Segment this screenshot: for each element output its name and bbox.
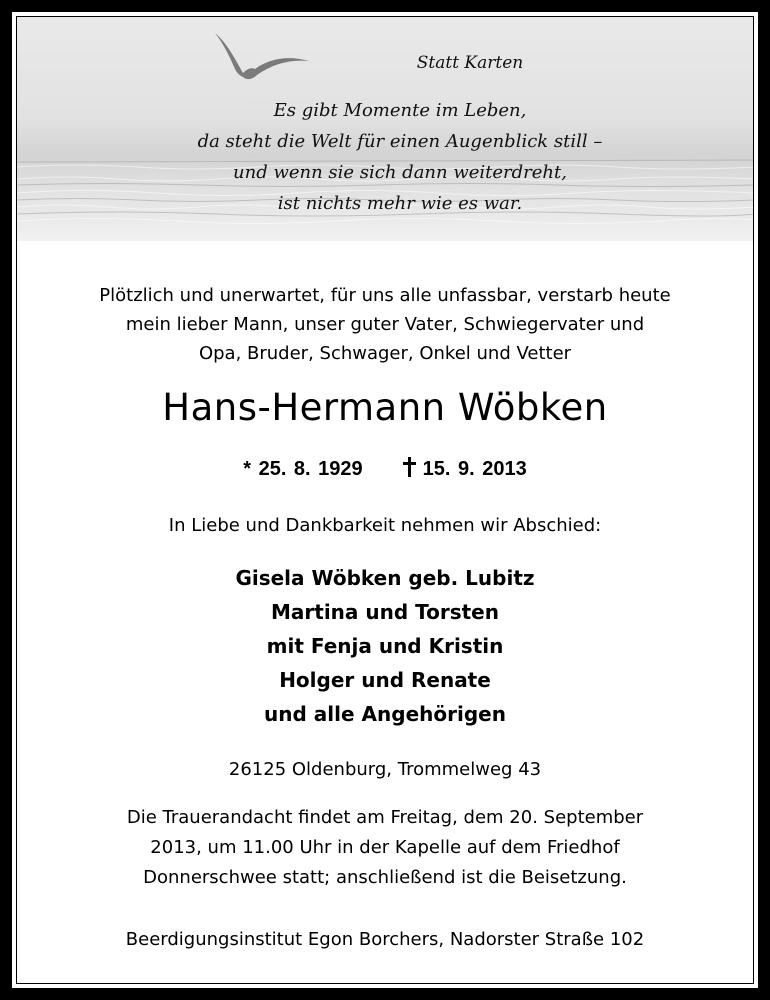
service-line: 2013, um 11.00 Uhr in der Kapelle auf dem Friedhof (150, 837, 620, 858)
header-banner (17, 17, 753, 241)
poem-line: ist nichts mehr wie es war. (277, 193, 523, 214)
poem (17, 95, 753, 219)
birth-date: * 25. 8. 1929 (243, 458, 363, 480)
poem-line: da steht die Welt für einen Augenblick still – (197, 131, 603, 152)
deceased-name: Hans-Hermann Wöbken (162, 386, 608, 429)
mourner-name: Martina und Torsten (271, 600, 499, 624)
intro-line: mein lieber Mann, unser guter Vater, Schwiegervater und (125, 314, 645, 335)
service-details (17, 803, 753, 893)
mourners-list (17, 561, 753, 731)
undertaker-line: Beerdigungsinstitut Egon Borchers, Nadorster Straße 102 (125, 929, 645, 950)
family-address: 26125 Oldenburg, Trommelweg 43 (228, 759, 542, 780)
service-line: Die Trauerandacht findet am Freitag, dem 20. September (126, 807, 644, 828)
cross-icon (403, 457, 417, 477)
death-date: 15. 9. 2013 (422, 458, 527, 480)
intro-line: Plötzlich und unerwartet, für uns alle unfassbar, verstarb heute (99, 285, 671, 306)
notice-card (16, 16, 754, 984)
poem-line: Es gibt Momente im Leben, (273, 100, 527, 121)
life-dates (17, 457, 753, 481)
mourner-name: Gisela Wöbken geb. Lubitz (235, 566, 535, 590)
mourner-name: Holger und Renate (279, 668, 491, 692)
intro-line: Opa, Bruder, Schwager, Onkel und Vetter (198, 343, 572, 364)
intro-text (17, 281, 753, 368)
poem-line: und wenn sie sich dann weiterdreht, (233, 162, 567, 183)
farewell-line: In Liebe und Dankbarkeit nehmen wir Abschied: (168, 515, 602, 536)
mourner-name: mit Fenja und Kristin (266, 634, 504, 658)
service-line: Donnerschwee statt; anschließend ist die Beisetzung. (143, 867, 627, 888)
statt-karten-label: Statt Karten (416, 53, 524, 73)
mourner-name: und alle Angehörigen (264, 702, 506, 726)
